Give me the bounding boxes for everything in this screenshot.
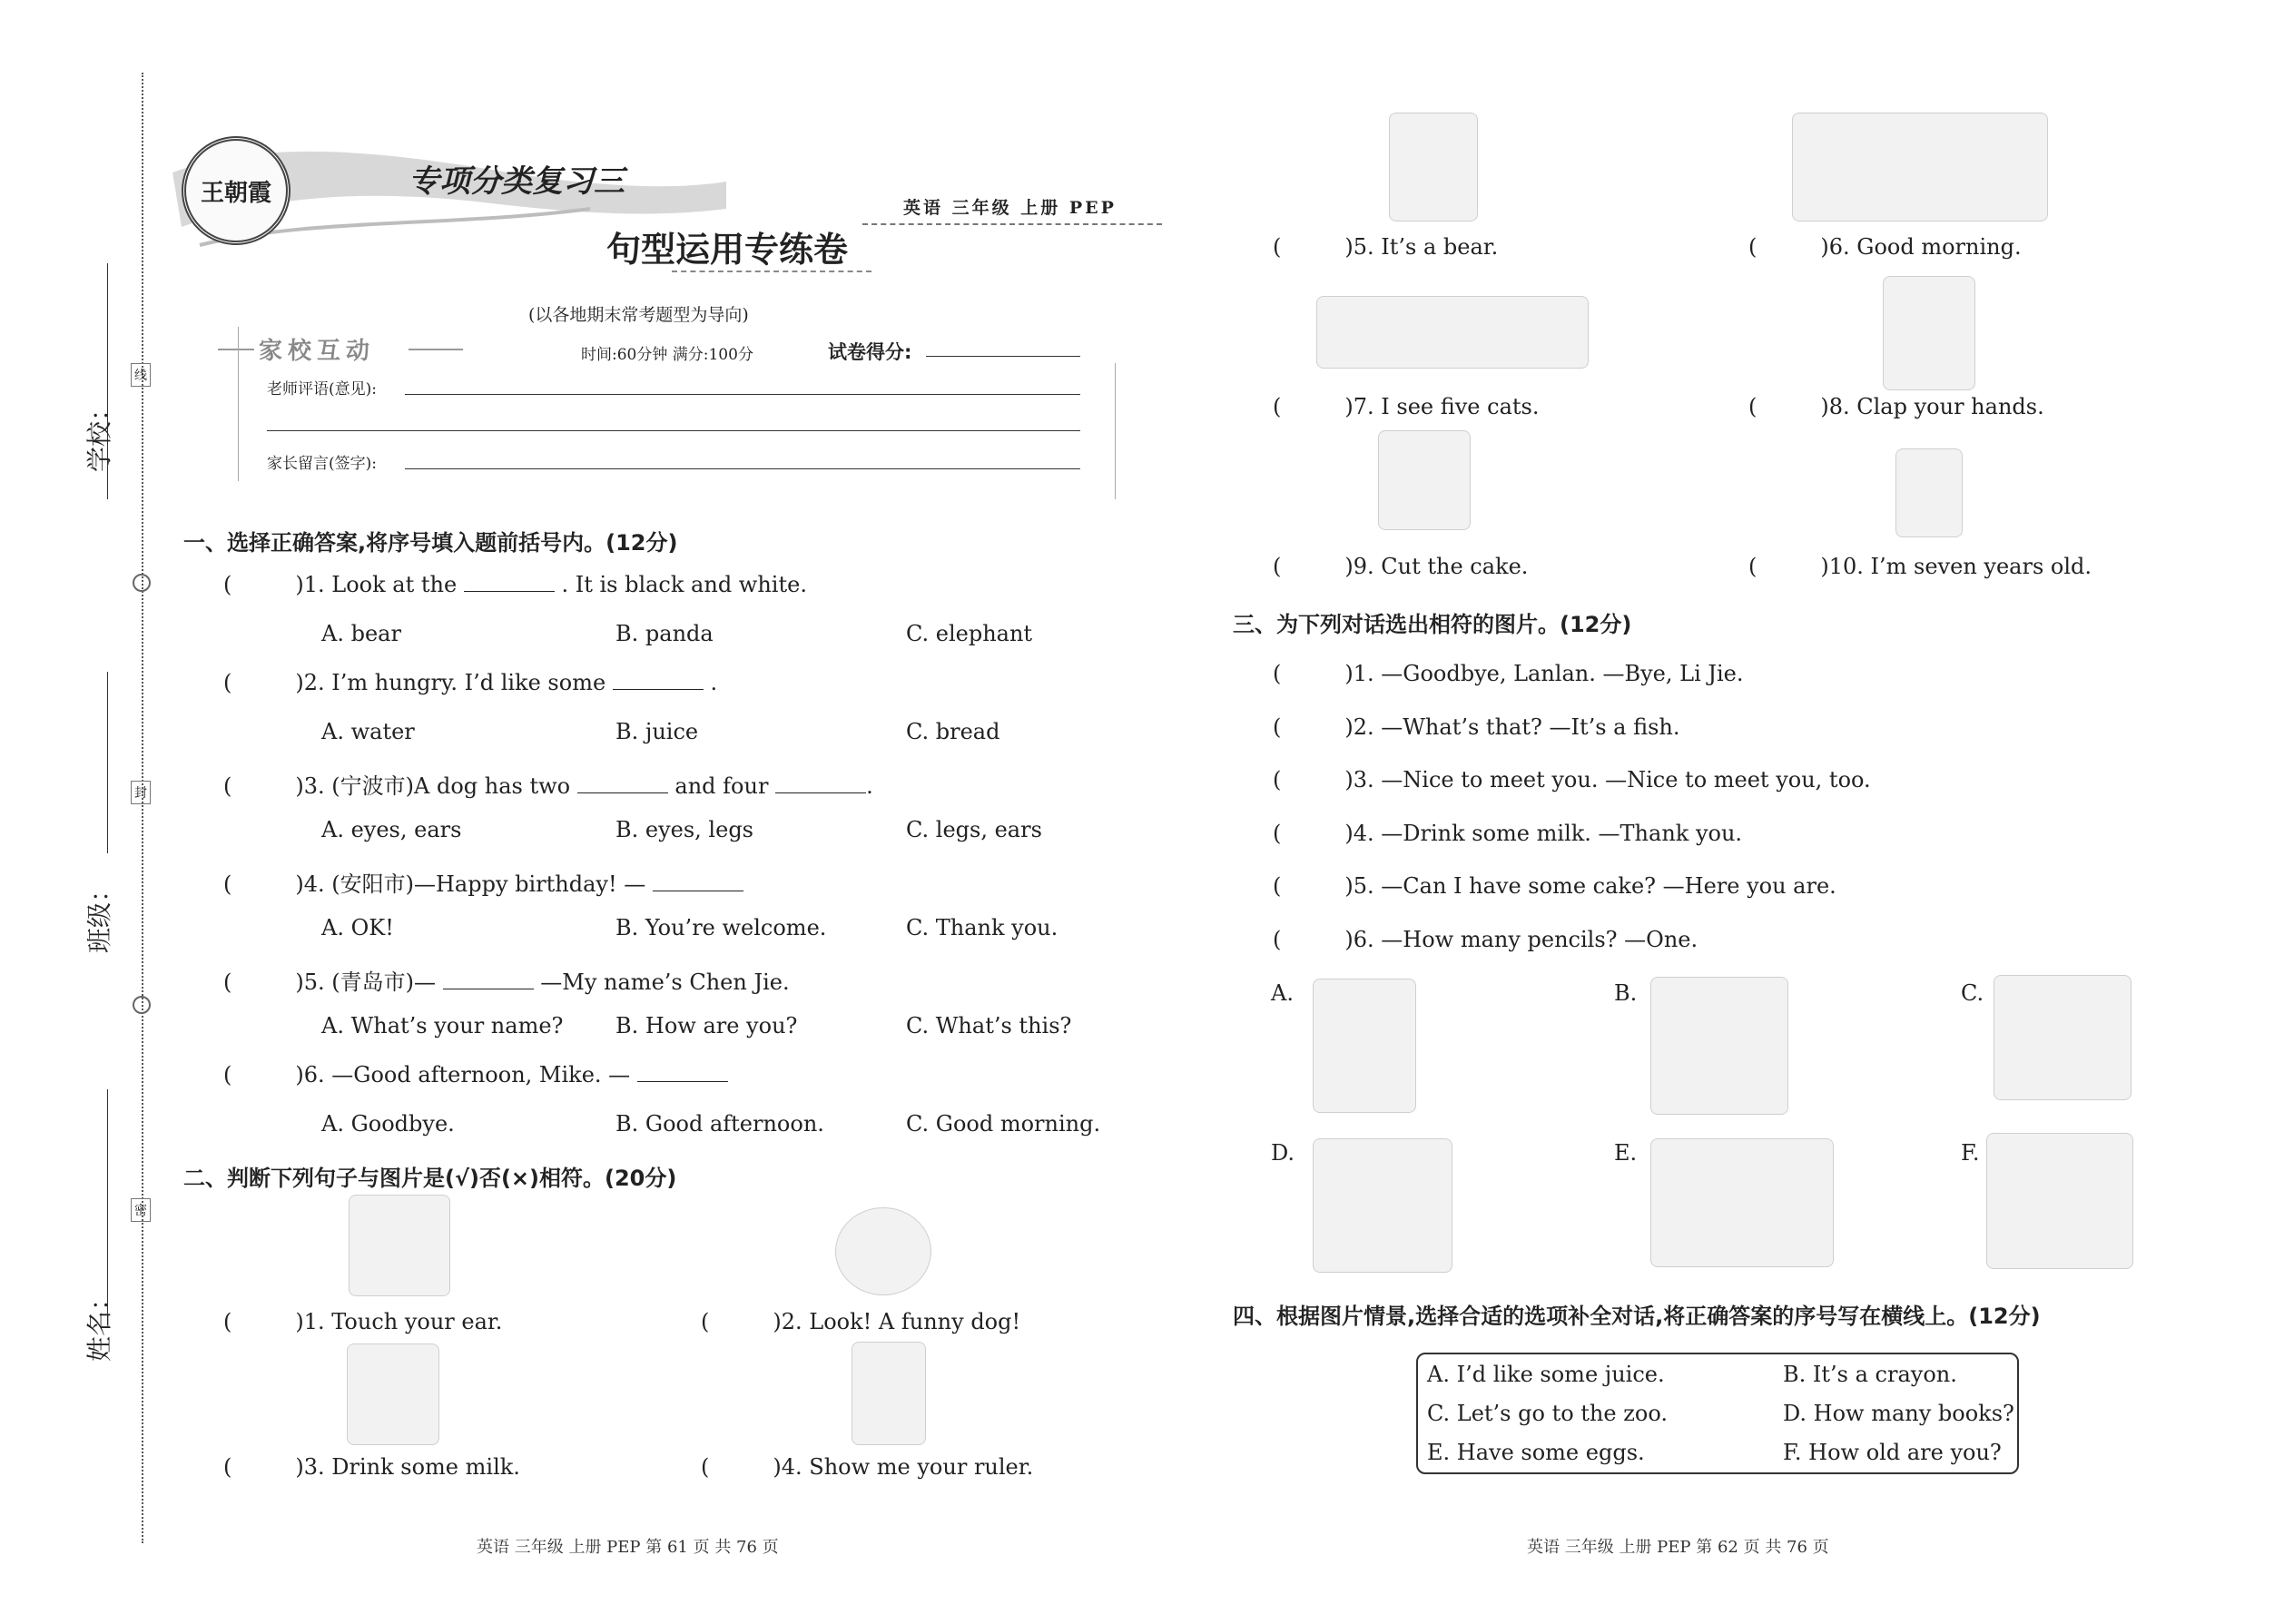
page-title: 句型运用专练卷	[606, 230, 849, 270]
binding-strip	[73, 0, 163, 1624]
dialogue-item-3: ( )3. —Nice to meet you. —Nice to meet you, too.	[1273, 767, 1871, 792]
option-2-b: B. juice	[615, 719, 699, 744]
cut-mark-2: 封	[131, 781, 151, 804]
school-label: 学校：	[84, 395, 114, 472]
option-6-c: C. Good morning.	[906, 1111, 1101, 1137]
option-5-b: B. How are you?	[615, 1013, 798, 1038]
option-1-b: B. panda	[615, 621, 714, 646]
choice-question-6: ( )6. —Good afternoon, Mike. —	[223, 1062, 728, 1088]
brand-seal-icon	[182, 136, 290, 245]
answer-blank[interactable]	[577, 774, 668, 793]
picture-pig	[835, 1207, 931, 1295]
picture-a-handshake	[1313, 979, 1416, 1113]
time-info: 时间:60分钟 满分:100分	[581, 346, 753, 364]
picture-c-pencils	[1994, 975, 2132, 1100]
picture-boy-ruler	[852, 1342, 926, 1445]
interaction-label: 家校互动	[259, 338, 376, 365]
judge-item-10: ( )10. I’m seven years old.	[1748, 554, 2092, 579]
judge-item-4: ( )4. Show me your ruler.	[701, 1454, 1034, 1480]
option-4-c: C. Thank you.	[906, 915, 1058, 940]
parent-comment-label: 家长留言(签字):	[267, 455, 377, 473]
judge-item-3: ( )3. Drink some milk.	[223, 1454, 520, 1480]
teacher-comment-label: 老师评语(意见):	[267, 380, 377, 399]
choice-question-3: ( )3. (宁波市)A dog has two and four .	[223, 773, 873, 799]
dialogue-item-4: ( )4. —Drink some milk. —Thank you.	[1273, 820, 1743, 846]
series-title: 专项分类复习三	[409, 163, 625, 200]
interaction-box-left	[238, 327, 239, 481]
option-a: A. I’d like some juice.	[1427, 1362, 1665, 1387]
choice-question-5: ( )5. (青岛市)— —My name’s Chen Jie.	[223, 969, 790, 995]
teacher-comment-input[interactable]	[405, 394, 1080, 395]
section4-title: 四、根据图片情景,选择合适的选项补全对话,将正确答案的序号写在横线上。(12分)	[1233, 1304, 2041, 1329]
footer-right: 英语 三年级 上册 PEP 第 62 页 共 76 页	[1527, 1538, 1829, 1557]
choice-question-2: ( )2. I’m hungry. I’d like some .	[223, 670, 718, 695]
interaction-rule-right	[409, 349, 463, 350]
judge-item-6: ( )6. Good morning.	[1748, 234, 2022, 260]
option-4-b: B. You’re welcome.	[615, 915, 827, 940]
judge-item-8: ( )8. Clap your hands.	[1748, 394, 2044, 419]
tag-dashed-line	[862, 223, 1162, 225]
picture-number-six	[1895, 448, 1963, 537]
dialogue-item-5: ( )5. —Can I have some cake? —Here you are.	[1273, 873, 1836, 899]
interaction-box-right	[1115, 363, 1116, 499]
pic-label-c: C.	[1961, 980, 1984, 1006]
brand-name: 王朝霞	[200, 179, 271, 207]
picture-b-kids	[1650, 977, 1788, 1115]
dialogue-item-6: ( )6. —How many pencils? —One.	[1273, 926, 1698, 952]
answer-blank[interactable]	[613, 671, 704, 690]
book-tag: 英语 三年级 上册 PEP	[903, 198, 1117, 218]
parent-comment-input[interactable]	[405, 468, 1080, 469]
picture-f-girls	[1986, 1133, 2133, 1269]
pic-label-f: F.	[1961, 1140, 1980, 1166]
class-field-line	[107, 672, 108, 853]
binding-hole-2	[133, 996, 151, 1014]
picture-touch-ear	[349, 1195, 450, 1296]
dialogue-item-2: ( )2. —What’s that? —It’s a fish.	[1273, 714, 1680, 740]
option-6-a: A. Goodbye.	[321, 1111, 455, 1137]
picture-bear	[1389, 113, 1478, 221]
judge-item-7: ( )7. I see five cats.	[1273, 394, 1540, 419]
option-b: B. It’s a crayon.	[1783, 1362, 1957, 1387]
choice-question-4: ( )4. (安阳市)—Happy birthday! —	[223, 866, 743, 898]
option-3-c: C. legs, ears	[906, 817, 1042, 842]
picture-clap-hands	[1883, 276, 1975, 390]
subtitle: (以各地期末常考题型为导向)	[528, 305, 749, 325]
answer-blank-2[interactable]	[775, 774, 866, 793]
option-5-a: A. What’s your name?	[321, 1013, 564, 1038]
option-e: E. Have some eggs.	[1427, 1440, 1645, 1465]
option-1-a: A. bear	[321, 621, 401, 646]
answer-blank[interactable]	[443, 970, 534, 989]
answer-blank[interactable]	[653, 872, 743, 891]
picture-e-street	[1650, 1138, 1834, 1267]
section3-title: 三、为下列对话选出相符的图片。(12分)	[1233, 612, 1632, 637]
dialogue-item-1: ( )1. —Goodbye, Lanlan. —Bye, Li Jie.	[1273, 661, 1744, 686]
judge-item-2: ( )2. Look! A funny dog!	[701, 1309, 1021, 1334]
binding-hole-1	[133, 574, 151, 592]
option-c: C. Let’s go to the zoo.	[1427, 1401, 1668, 1426]
judge-item-5: ( )5. It’s a bear.	[1273, 234, 1499, 260]
option-5-c: C. What’s this?	[906, 1013, 1072, 1038]
pic-label-b: B.	[1614, 980, 1638, 1006]
option-1-c: C. elephant	[906, 621, 1033, 646]
footer-left: 英语 三年级 上册 PEP 第 61 页 共 76 页	[477, 1538, 779, 1557]
option-f: F. How old are you?	[1783, 1440, 2002, 1465]
judge-item-1: ( )1. Touch your ear.	[223, 1309, 503, 1334]
option-d: D. How many books?	[1783, 1401, 2014, 1426]
picture-cut-cake	[1378, 430, 1471, 530]
score-label: 试卷得分:	[828, 341, 912, 363]
pic-label-a: A.	[1271, 980, 1294, 1006]
choice-question-1: ( )1. Look at the . It is black and white.	[223, 572, 807, 597]
interaction-rule	[218, 349, 254, 350]
picture-girl-phone	[347, 1343, 439, 1445]
answer-blank[interactable]	[637, 1063, 728, 1082]
title-underline	[672, 271, 871, 272]
option-6-b: B. Good afternoon.	[615, 1111, 824, 1137]
cut-mark-1: 线	[131, 363, 151, 387]
pic-label-d: D.	[1271, 1140, 1295, 1166]
picture-four-cats	[1316, 296, 1589, 369]
judge-item-9: ( )9. Cut the cake.	[1273, 554, 1529, 579]
option-3-b: B. eyes, legs	[615, 817, 753, 842]
option-2-c: C. bread	[906, 719, 1000, 744]
option-2-a: A. water	[321, 719, 415, 744]
name-label: 姓名：	[84, 1284, 114, 1362]
option-3-a: A. eyes, ears	[321, 817, 462, 842]
picture-good-morning	[1792, 113, 2048, 221]
cut-mark-3: 密	[131, 1198, 151, 1222]
section1-title: 一、选择正确答案,将序号填入题前括号内。(12分)	[183, 530, 678, 556]
option-4-a: A. OK!	[321, 915, 394, 940]
class-label: 班级：	[84, 876, 114, 953]
picture-d-balloons	[1313, 1138, 1452, 1273]
pic-label-e: E.	[1614, 1140, 1638, 1166]
teacher-comment-input-2[interactable]	[267, 430, 1080, 431]
answer-blank[interactable]	[464, 573, 555, 592]
score-input[interactable]	[926, 356, 1080, 357]
section2-title: 二、判断下列句子与图片是(√)否(×)相符。(20分)	[183, 1166, 677, 1191]
